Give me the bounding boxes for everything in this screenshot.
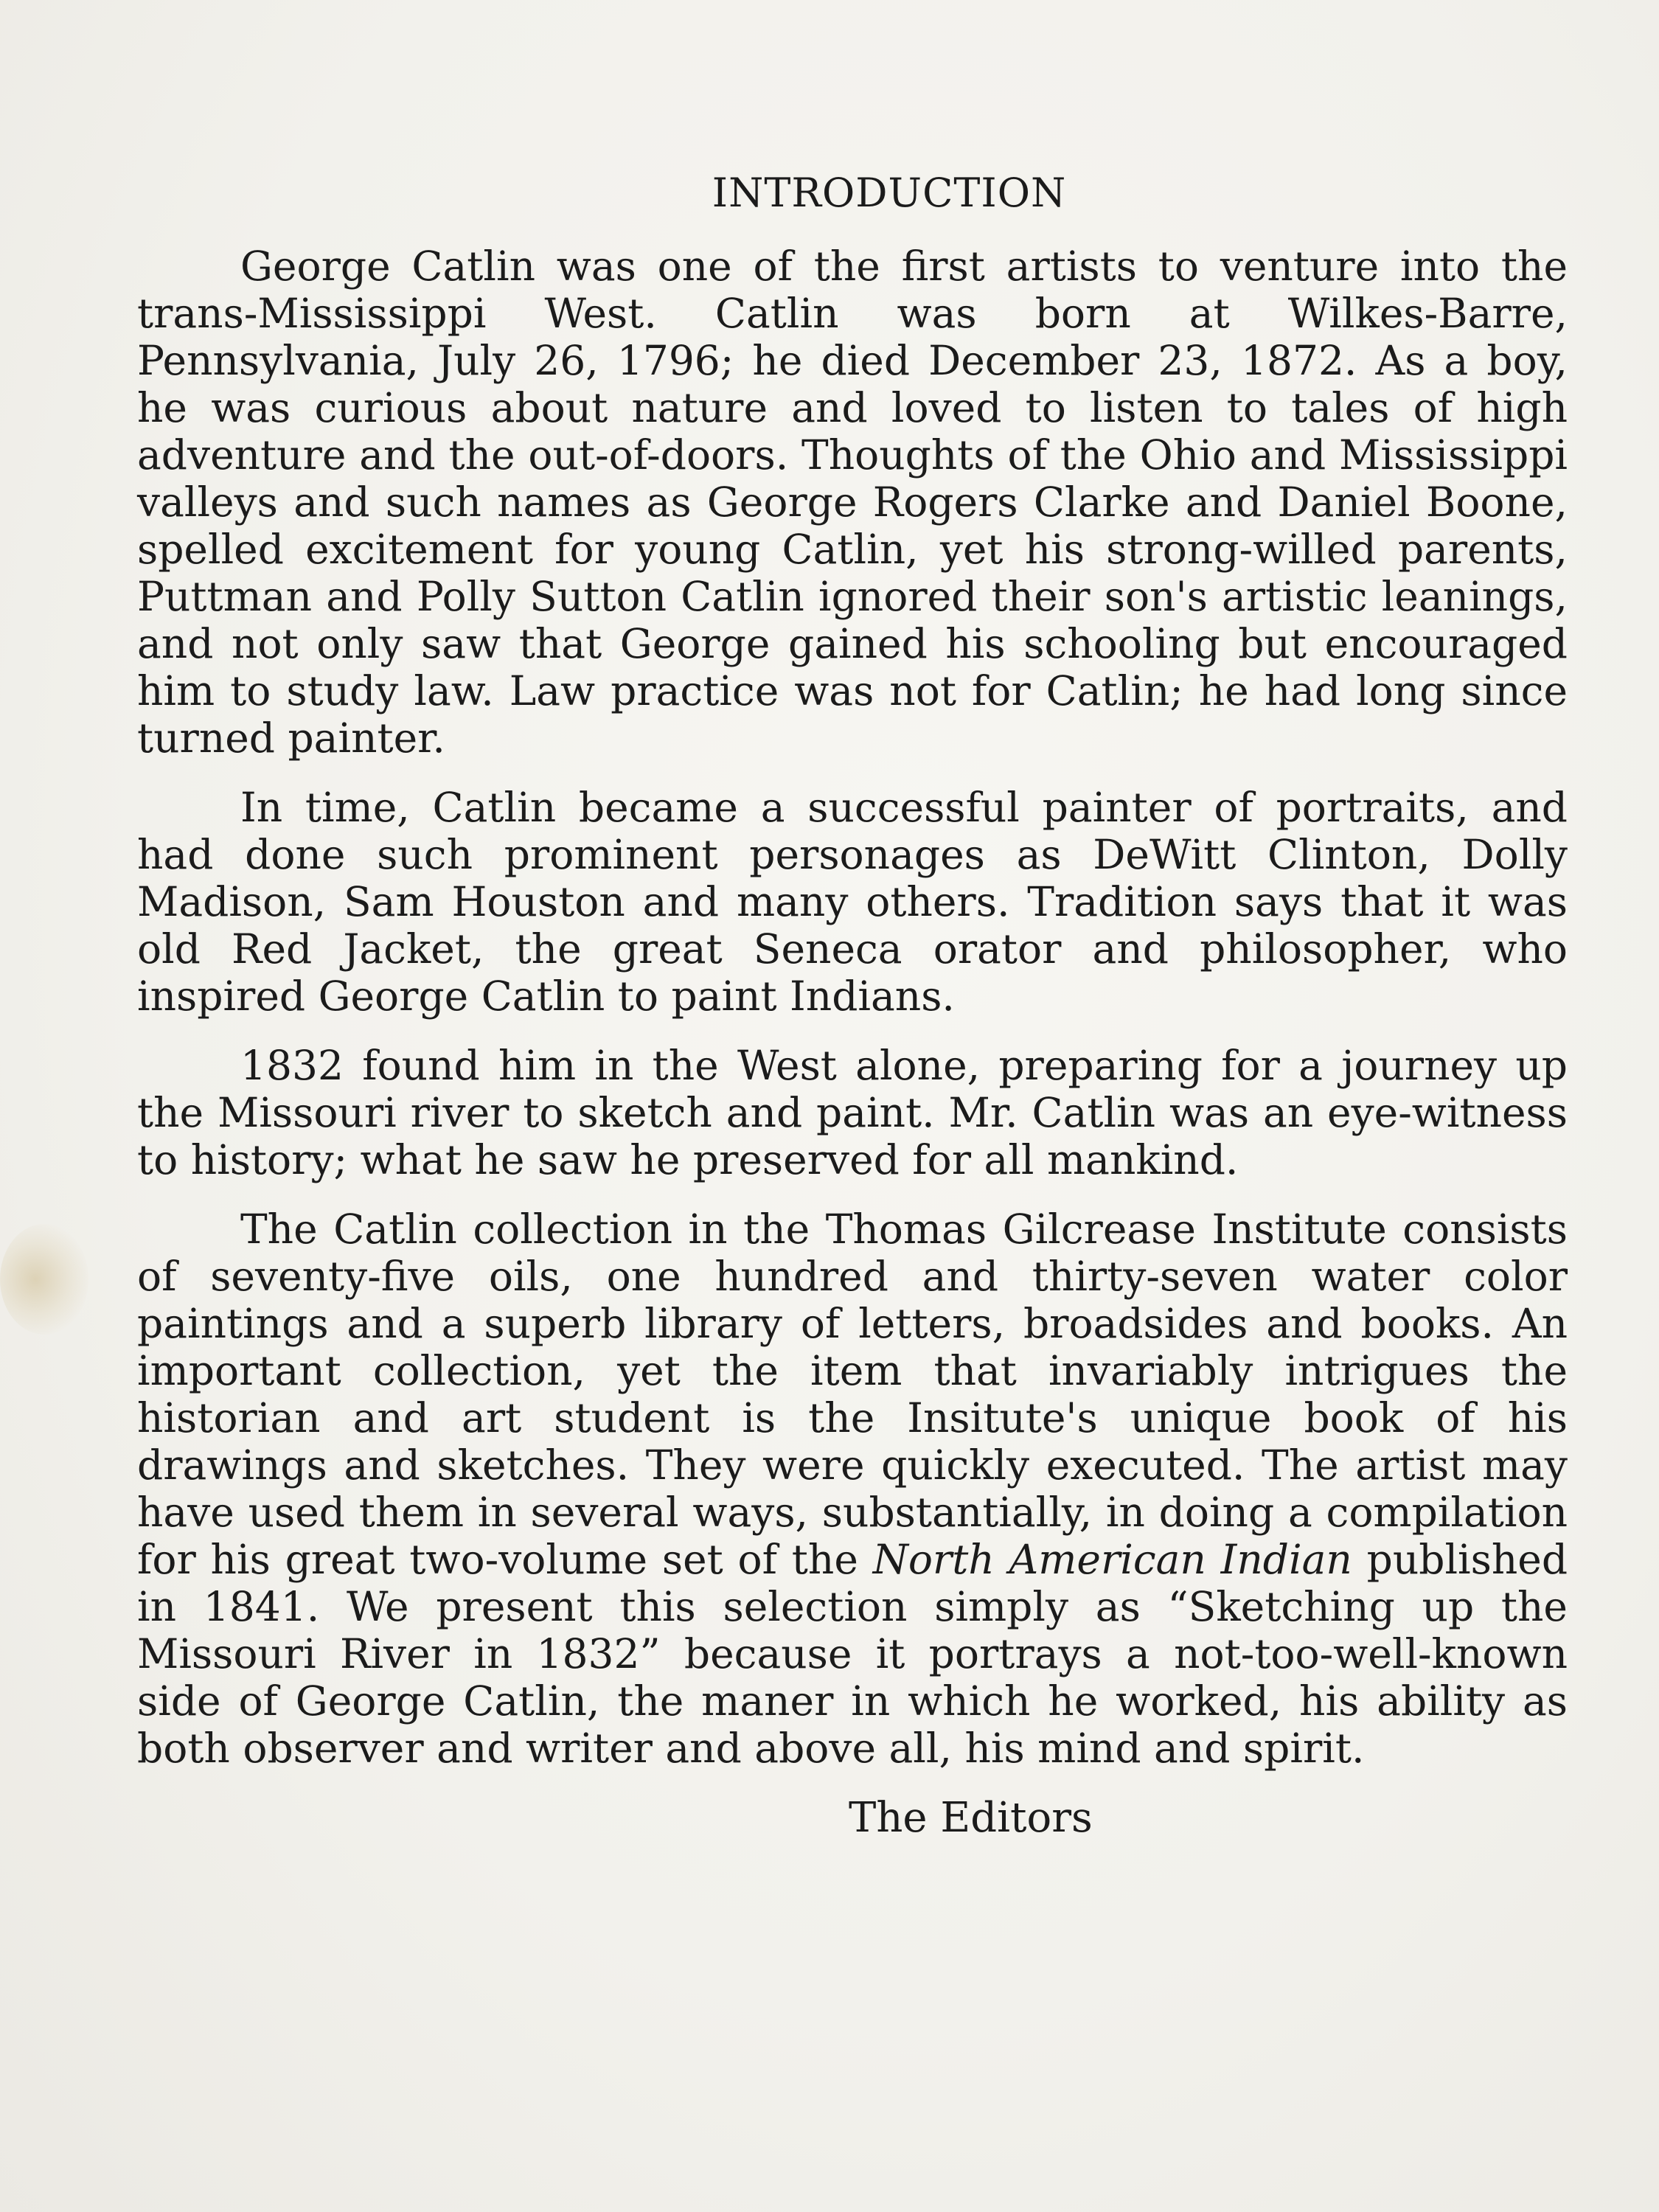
signature: The Editors [849, 1794, 1093, 1842]
paragraph-1: George Catlin was one of the first artists to venture into the trans-Mississippi West. Catlin was born at Wilkes-Barre, Pennsylvania, July 26, 1796; he died December 23, 1872. As a boy, he was curious about nature and loved to listen to tales of high adventure and the out-of-doors. Thoughts of the Ohio and Mississippi valleys and such names as George Rogers Clarke and Daniel Boone, spelled excitement for young Catlin, yet his strong-willed parents, Puttman and Polly Sutton Catlin ignored their son's artistic leanings, and not only saw that George gained his schooling but encouraged him to study law. Law practice was not for Catlin; he had long since turned painter. [137, 243, 1568, 762]
paragraph-3: 1832 found him in the West alone, preparing for a journey up the Missouri river to sketch and paint. Mr. Catlin was an eye-witness to history; what he saw he preserved for all mankind. [137, 1042, 1568, 1183]
paragraph-4-text-before: The Catlin collection in the Thomas Gilcrease Institute consists of seventy-five oils, one hundred and thirty-seven water color paintings and a superb library of letters, broadsides and books. An important collection, yet the item that invariably intrigues the historian and art student is the Insitute's unique book of his drawings and sketches. They were quickly executed. The artist may have used them in several ways, substantially, in doing a compilation for his great two-volume set of the [137, 1206, 1568, 1583]
paper-stain [0, 1224, 88, 1335]
paragraph-4-text-after: published in 1841. We present this selection simply as “Sketching up the Missouri River in 1832” because it portrays a not-too-well-known side of George Catlin, the maner in which he worked, his ability as both observer and writer and above all, his mind and spirit. [137, 1536, 1568, 1772]
page-title: INTRODUCTION [712, 170, 1067, 216]
document-body [137, 170, 1568, 1842]
paragraph-2: In time, Catlin became a successful painter of portraits, and had done such prominent personages as DeWitt Clinton, Dolly Madison, Sam Houston and many others. Tradition says that it was old Red Jacket, the great Seneca orator and philosopher, who inspired George Catlin to paint Indians. [137, 784, 1568, 1020]
book-title-italic: North American Indian [872, 1536, 1352, 1583]
paragraph-4 [137, 1206, 1568, 1772]
